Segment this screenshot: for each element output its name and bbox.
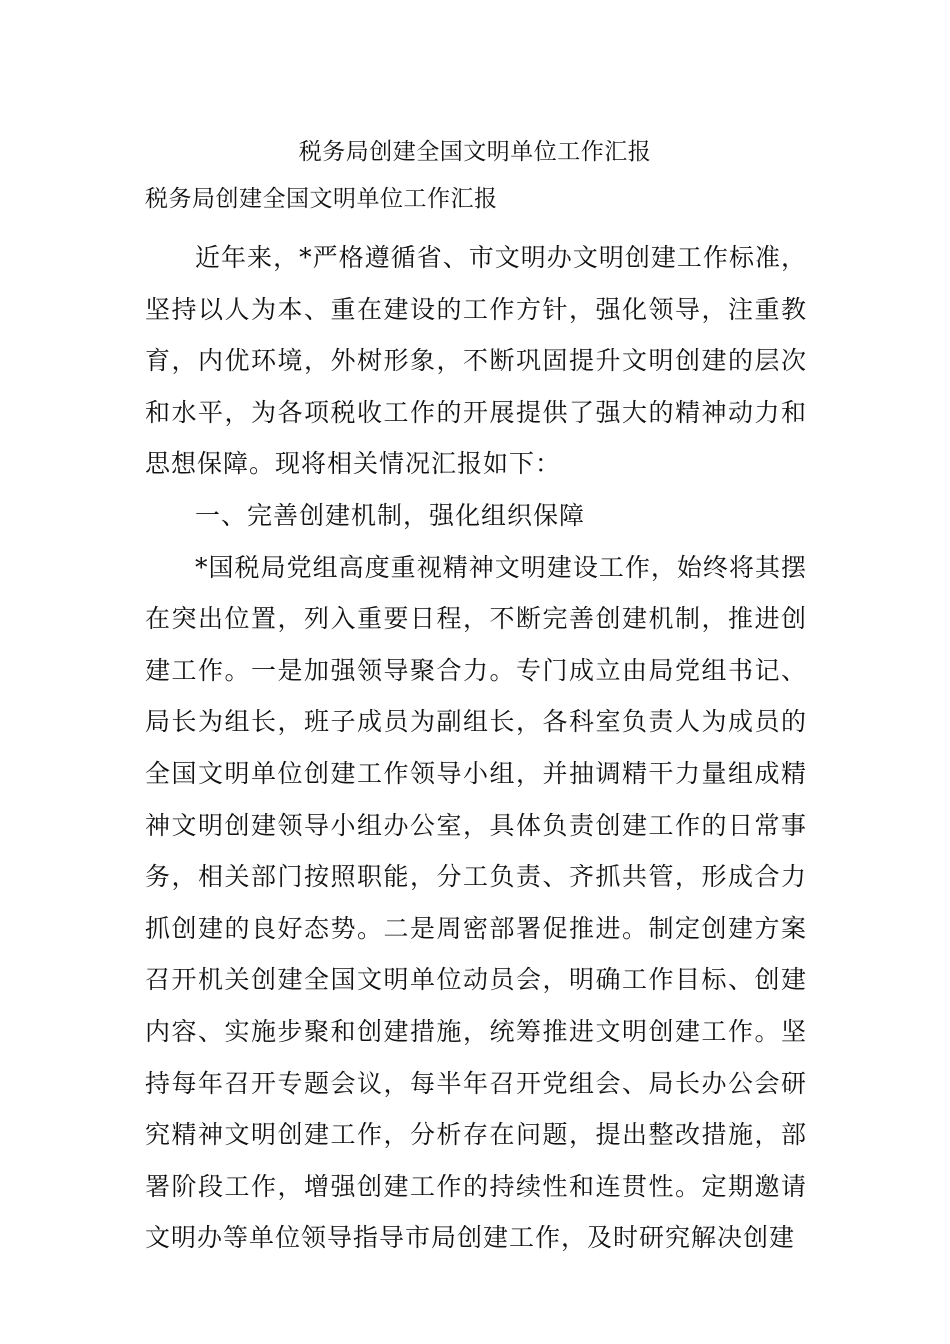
section-heading-1: 一、完善创建机制，强化组织保障: [195, 500, 586, 530]
document-subtitle: 税务局创建全国文明单位工作汇报: [145, 186, 498, 212]
paragraph-intro: 近年来，*严格遵循省、市文明办文明创建工作标准，坚持以人为本、重在建设的工作方针，强化领导，注重教育，内优环境，外树形象，不断巩固提升文明创建的层次和水平，为各项税收工作的开展提供了强大的精神动力和思想保障。现将相关情况汇报如下：: [145, 243, 807, 479]
document-body: [145, 232, 807, 1264]
paragraph-section-1: *国税局党组高度重视精神文明建设工作，始终将其摆在突出位置，列入重要日程，不断完善创建机制，推进创建工作。一是加强领导聚合力。专门成立由局党组书记、局长为组长，班子成员为副组长，各科室负责人为成员的全国文明单位创建工作领导小组，并抽调精干力量组成精神文明创建领导小组办公室，具体负责创建工作的日常事务，相关部门按照职能，分工负责、齐抓共管，形成合力抓创建的良好态势。二是周密部署促推进。制定创建方案召开机关创建全国文明单位动员会，明确工作目标、创建内容、实施步聚和创建措施，统筹推进文明创建工作。坚持每年召开专题会议，每半年召开党组会、局长办公会研究精神文明创建工作，分析存在问题，提出整改措施，部署阶段工作，增强创建工作的持续性和连贯性。定期邀请文明办等单位领导指导市局创建工作，及时研究解决创建: [145, 552, 807, 1253]
document-title: 税务局创建全国文明单位工作汇报: [298, 139, 652, 165]
